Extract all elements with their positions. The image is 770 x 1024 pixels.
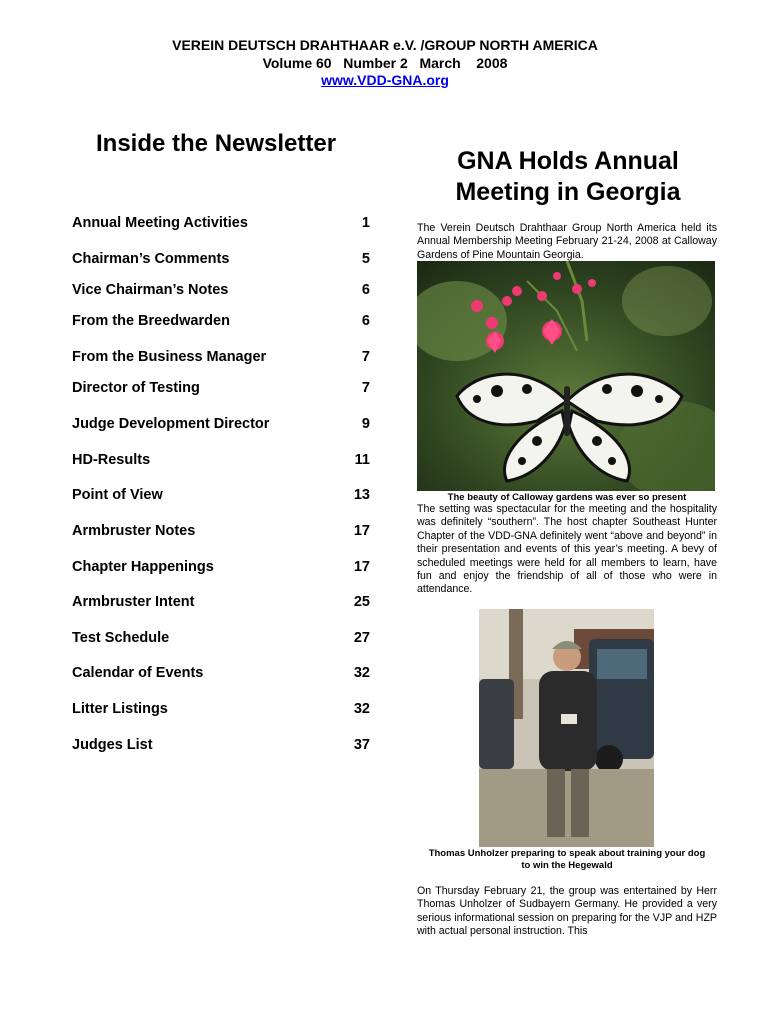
- speaker-photo: [479, 609, 654, 847]
- caption-line: to win the Hegewald: [521, 860, 613, 871]
- article-paragraph: On Thursday February 21, the group was entertained by Herr Thomas Unholzer of Sudbayern Germany. He provided a very serious informational session on preparing for the VJP and HZP with actual personal instruction. This: [417, 885, 717, 938]
- article-title-line: Meeting in Georgia: [455, 178, 681, 206]
- toc-item-page: 13: [353, 487, 370, 503]
- org-name: VEREIN DEUTSCH DRAHTHAAR e.V. /GROUP NORTH AMERICA: [172, 37, 598, 53]
- toc-item-label: Test Schedule: [72, 630, 170, 646]
- toc-item-page: 11: [354, 452, 370, 468]
- article-title: [418, 146, 718, 208]
- issue-info: Volume 60 Number 2 March 2008: [262, 55, 508, 71]
- toc-item-page: 32: [353, 665, 370, 681]
- toc-item-label: From the Business Manager: [72, 349, 267, 365]
- website-link[interactable]: www.VDD-GNA.org: [321, 72, 449, 88]
- toc-item-page: 7: [361, 349, 370, 365]
- butterfly-image: [417, 261, 715, 491]
- toc-item-page: 32: [353, 701, 370, 717]
- toc-item-page: 7: [361, 380, 370, 396]
- toc-item-label: HD-Results: [72, 452, 151, 468]
- toc-item-label: Armbruster Intent: [72, 594, 195, 610]
- speaker-image: [479, 609, 654, 847]
- newsletter-header: [0, 36, 770, 90]
- toc-item-label: Chairman’s Comments: [72, 251, 230, 267]
- toc-item-page: 27: [353, 630, 370, 646]
- photo-caption: [417, 848, 717, 872]
- toc-item-label: Judges List: [72, 737, 153, 753]
- toc-item-label: Judge Development Director: [72, 416, 270, 432]
- toc-item-page: 6: [361, 282, 370, 298]
- toc-item-label: Point of View: [72, 487, 163, 503]
- article-title-line: GNA Holds Annual: [457, 147, 679, 175]
- butterfly-photo: [417, 261, 715, 491]
- toc-item-label: Director of Testing: [72, 380, 200, 396]
- toc-item-label: From the Breedwarden: [72, 313, 230, 329]
- toc-item-label: Litter Listings: [72, 701, 168, 717]
- toc-item-label: Chapter Happenings: [72, 559, 214, 575]
- toc-item-page: 6: [361, 313, 370, 329]
- toc-item-page: 9: [361, 416, 370, 432]
- toc-title: Inside the Newsletter: [96, 130, 337, 157]
- toc-item-page: 17: [353, 523, 370, 539]
- toc-item-page: 25: [353, 594, 370, 610]
- caption-line: Thomas Unholzer preparing to speak about training your dog: [428, 848, 706, 859]
- article-paragraph: The setting was spectacular for the meeting and the hospitality was definitely “southern”. The host chapter Southeast Hunter Chapter of the VDD-GNA definitely went “above and beyond” in their presentation and events of this year’s meeting. A bevy of scheduled meetings were held for all members to learn, have fun and enjoy the friendship of all of those who were in attendance.: [417, 503, 717, 596]
- photo-caption: The beauty of Calloway gardens was ever so present: [447, 492, 687, 503]
- article-intro: The Verein Deutsch Drahthaar Group North America held its Annual Membership Meeting February 21-24, 2008 at Calloway Gardens of Pine Mountain Georgia.: [417, 222, 717, 261]
- toc-item-label: Annual Meeting Activities: [72, 215, 248, 231]
- toc-item-page: 5: [361, 251, 370, 267]
- toc-item-label: Vice Chairman’s Notes: [72, 282, 229, 298]
- toc-item-page: 1: [361, 215, 370, 231]
- toc-item-page: 17: [353, 559, 370, 575]
- toc-item-label: Armbruster Notes: [72, 523, 196, 539]
- toc-item-label: Calendar of Events: [72, 665, 204, 681]
- toc-item-page: 37: [353, 737, 370, 753]
